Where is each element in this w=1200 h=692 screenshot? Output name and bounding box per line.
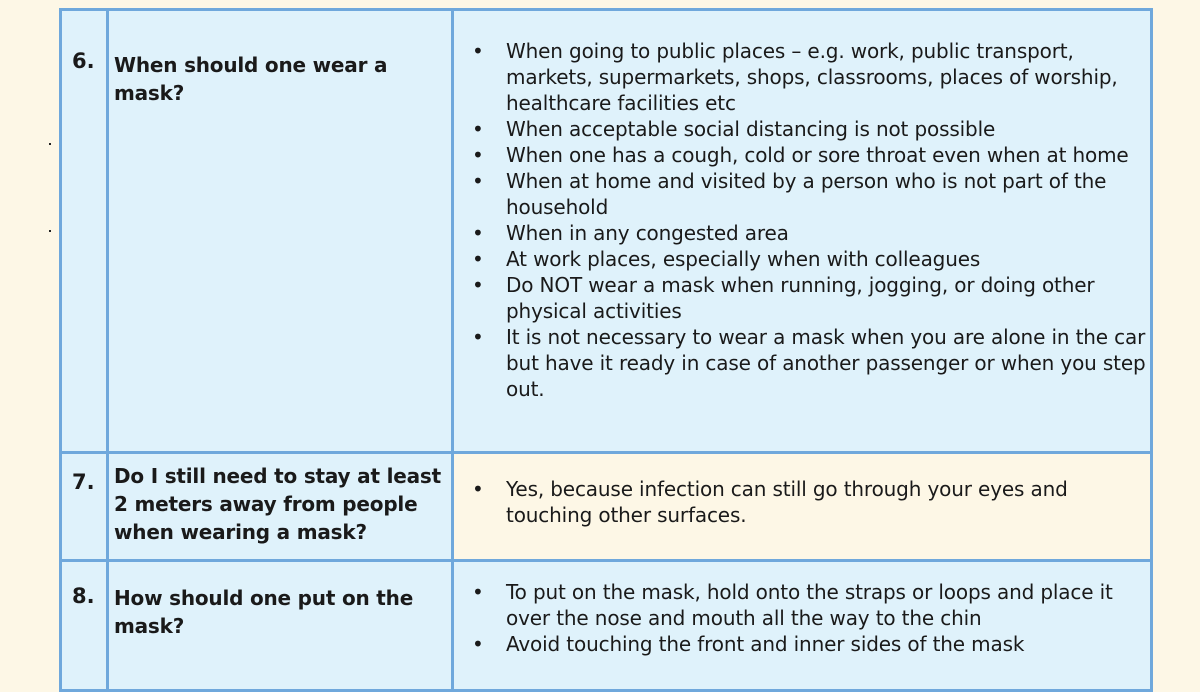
faq-row-6: [61, 10, 1152, 453]
faq-number-cell: [61, 561, 108, 691]
faq-number-cell: [61, 453, 108, 561]
answer-item: • Avoid touching the front and inner sides of the mask: [468, 631, 1150, 657]
answer-item: • When acceptable social distancing is not possible: [468, 116, 1150, 142]
faq-question-cell: [108, 10, 453, 453]
margin-mark: [49, 230, 51, 232]
answer-item: • Yes, because infection can still go through your eyes and touching other surfaces.: [468, 476, 1150, 528]
answer-item: • When one has a cough, cold or sore throat even when at home: [468, 142, 1150, 168]
faq-number: 7.: [72, 470, 95, 494]
faq-answer-cell: [453, 561, 1152, 691]
answer-item: • When at home and visited by a person who is not part of the household: [468, 168, 1150, 220]
answer-item: • Do NOT wear a mask when running, jogging, or doing other physical activities: [468, 272, 1150, 324]
answer-list: [454, 454, 1150, 528]
answer-list: [454, 11, 1150, 402]
faq-row-7: [61, 453, 1152, 561]
faq-table: [59, 8, 1153, 692]
faq-number: 6.: [72, 49, 95, 73]
faq-question: When should one wear a mask?: [114, 53, 388, 105]
faq-number-cell: [61, 10, 108, 453]
faq-question: How should one put on the mask?: [114, 586, 414, 638]
answer-item: • It is not necessary to wear a mask when you are alone in the car but have it ready in case of another passenger or when you step out.: [468, 324, 1150, 402]
faq-question-cell: [108, 453, 453, 561]
faq-answer-cell: [453, 453, 1152, 561]
faq-row-8: [61, 561, 1152, 691]
faq-question: Do I still need to stay at least 2 meters away from people when wearing a mask?: [114, 464, 441, 544]
answer-item: • When going to public places – e.g. work, public transport, markets, supermarkets, shops, classrooms, places of worship, healthcare facilities etc: [468, 38, 1150, 116]
margin-mark: [49, 143, 51, 145]
answer-item: • To put on the mask, hold onto the straps or loops and place it over the nose and mouth all the way to the chin: [468, 579, 1150, 631]
answer-item: • When in any congested area: [468, 220, 1150, 246]
faq-number: 8.: [72, 584, 95, 608]
answer-list: [454, 562, 1150, 657]
answer-item: • At work places, especially when with colleagues: [468, 246, 1150, 272]
faq-question-cell: [108, 561, 453, 691]
faq-answer-cell: [453, 10, 1152, 453]
